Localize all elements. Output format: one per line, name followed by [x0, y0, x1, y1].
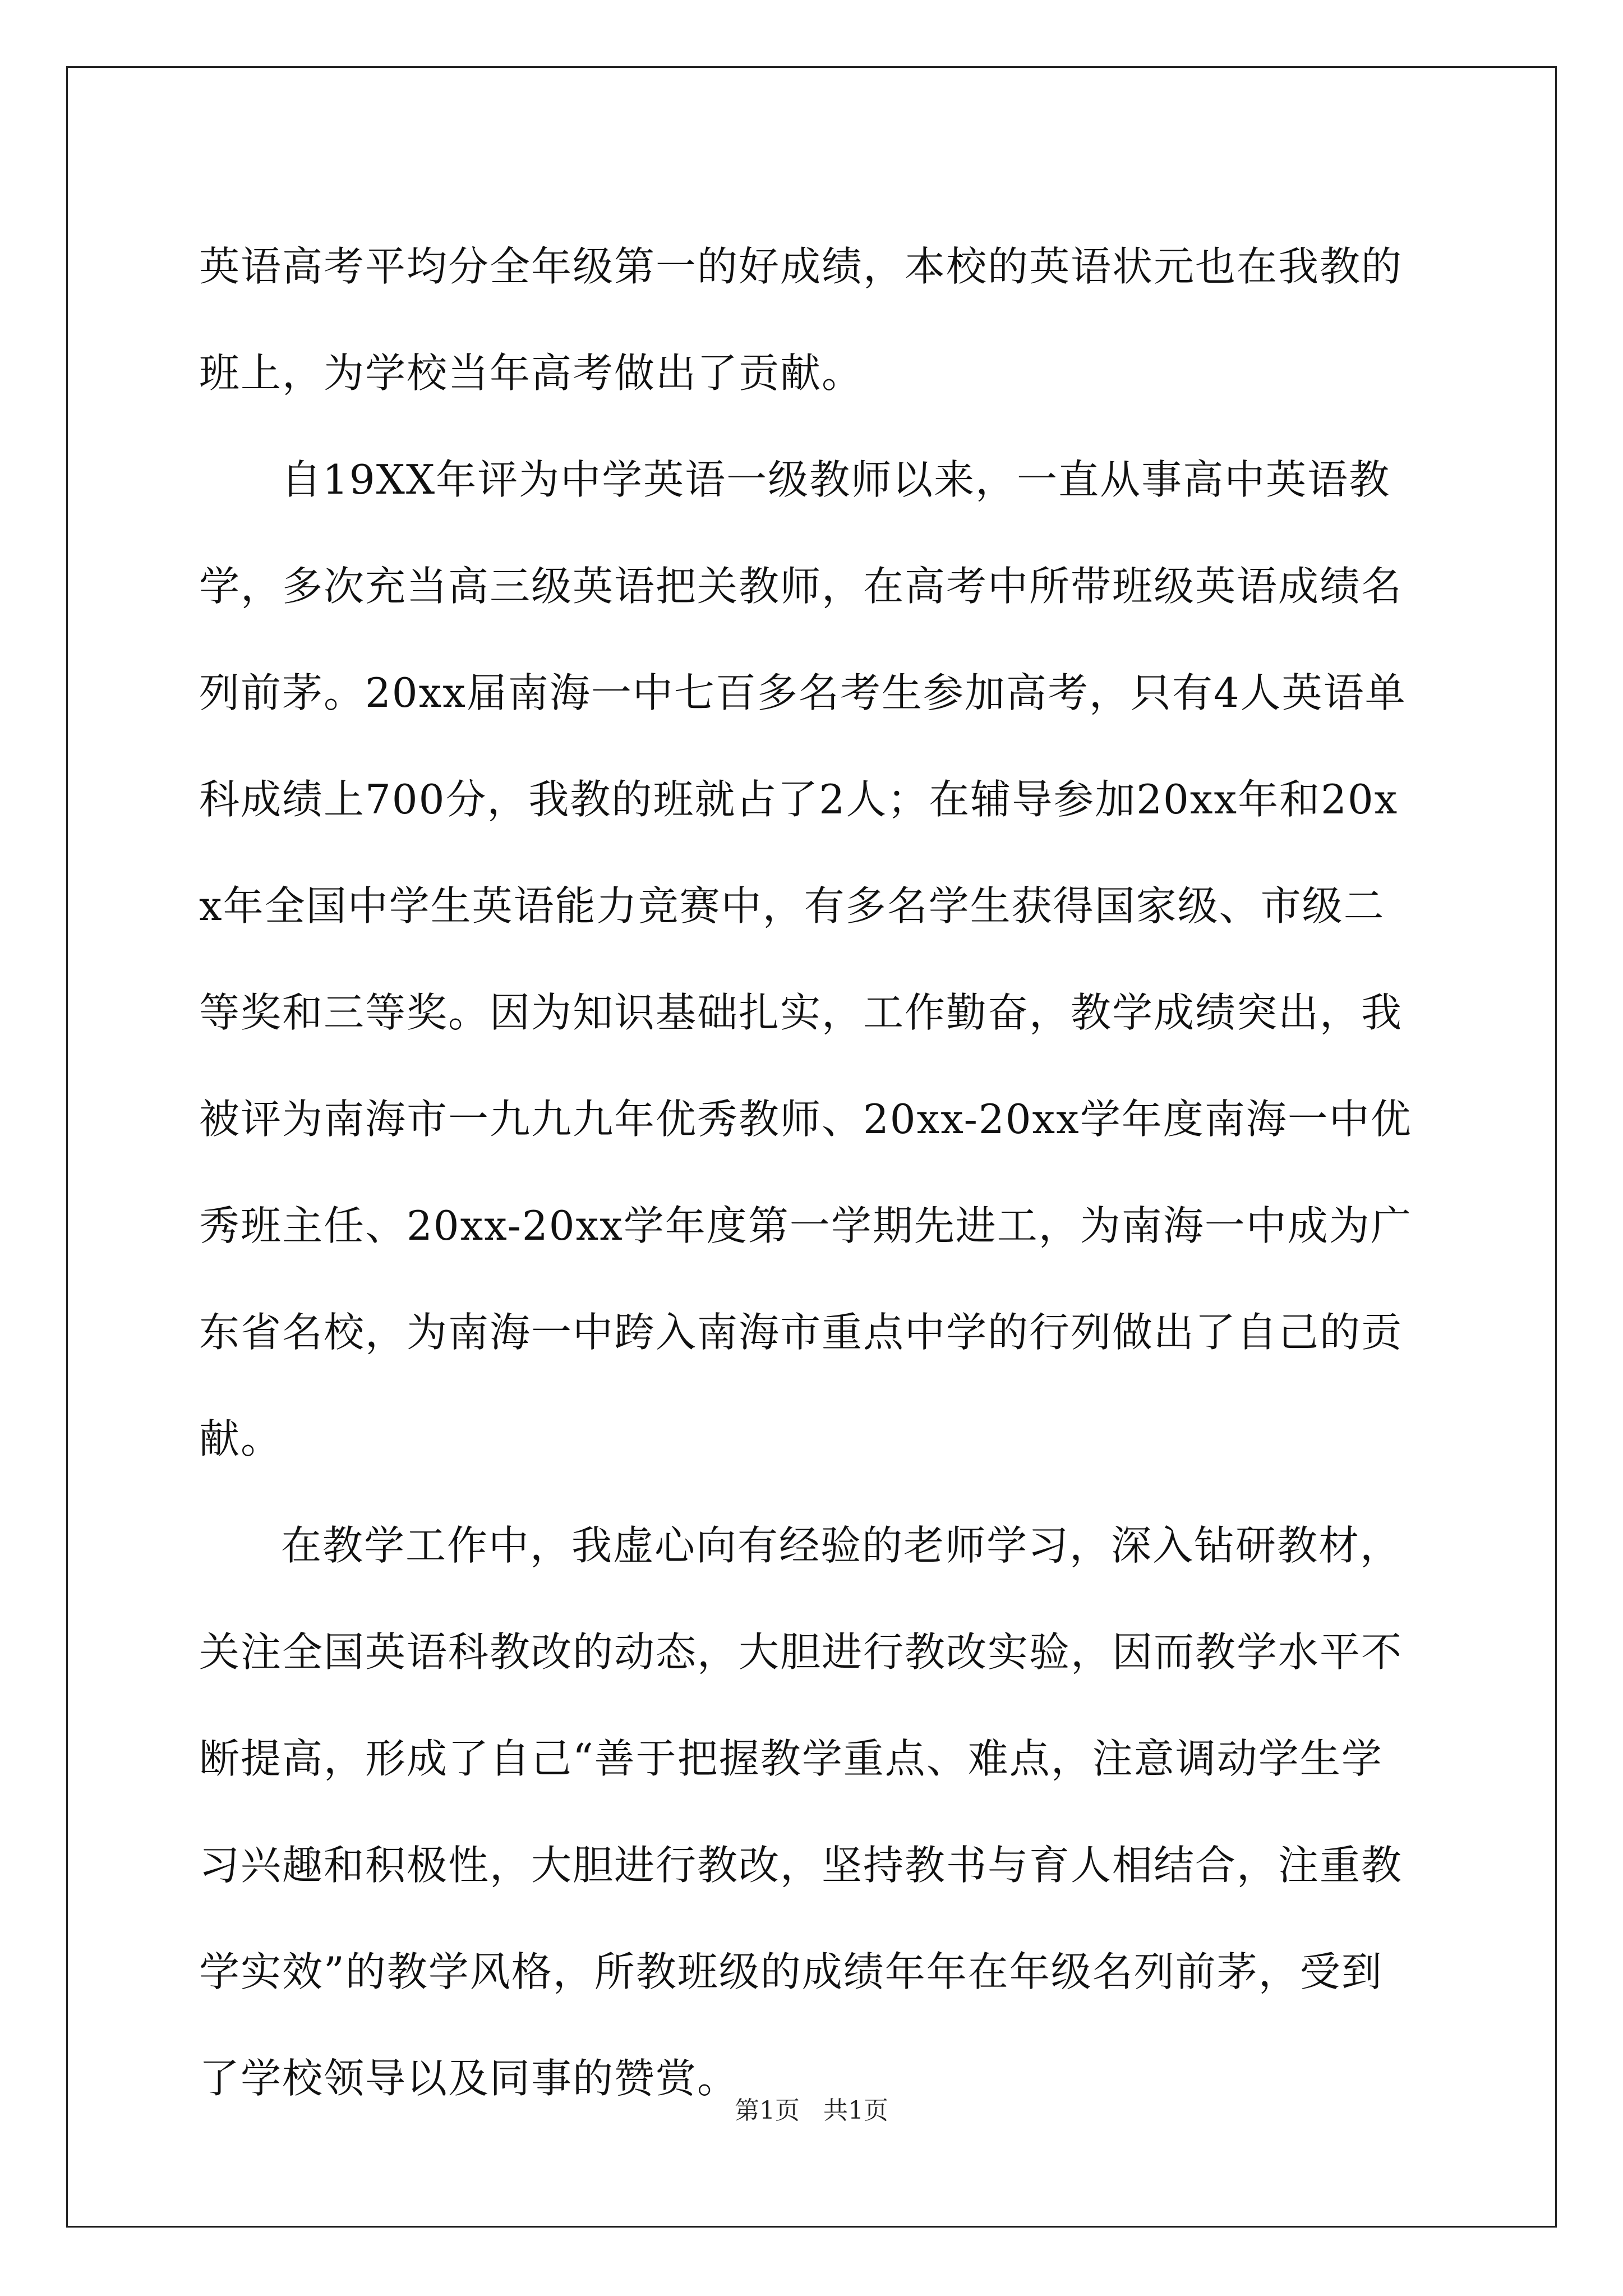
page-footer: [0, 2090, 1623, 2126]
paragraph-1: 英语高考平均分全年级第一的好成绩，本校的英语状元也在我教的班上，为学校当年高考做出了贡献。: [199, 243, 1403, 397]
page-number: 第1页: [735, 2096, 800, 2125]
paragraph-3: 在教学工作中，我虚心向有经验的老师学习，深入钻研教材，关注全国英语科教改的动态，大胆进行教改实验，因而教学水平不断提高，形成了自己“善于把握教学重点、难点，注意调动学生学习兴趣和积极性，大胆进行教改，坚持教书与育人相结合，注重教学实效”的教学风格，所教班级的成绩年年在年级名列前茅，受到了学校领导以及同事的赞赏。: [199, 1522, 1403, 2102]
paragraph-2: 自19XX年评为中学英语一级教师以来，一直从事高中英语教学，多次充当高三级英语把关教师，在高考中所带班级英语成绩名列前茅。20xx届南海一中七百多名考生参加高考，只有4人英语单科成绩上700分，我教的班就占了2人；在辅导参加20xx年和20xx年全国中学生英语能力竞赛中，有多名学生获得国家级、市级二等奖和三等奖。因为知识基础扎实，工作勤奋，教学成绩突出，我被评为南海市一九九九年优秀教师、20xx-20xx学年度南海一中优秀班主任、20xx-20xx学年度第一学期先进工，为南海一中成为广东省名校，为南海一中跨入南海市重点中学的行列做出了自己的贡献。: [199, 456, 1412, 1462]
page-total: 共1页: [823, 2096, 888, 2125]
document-body: [199, 213, 1422, 2132]
